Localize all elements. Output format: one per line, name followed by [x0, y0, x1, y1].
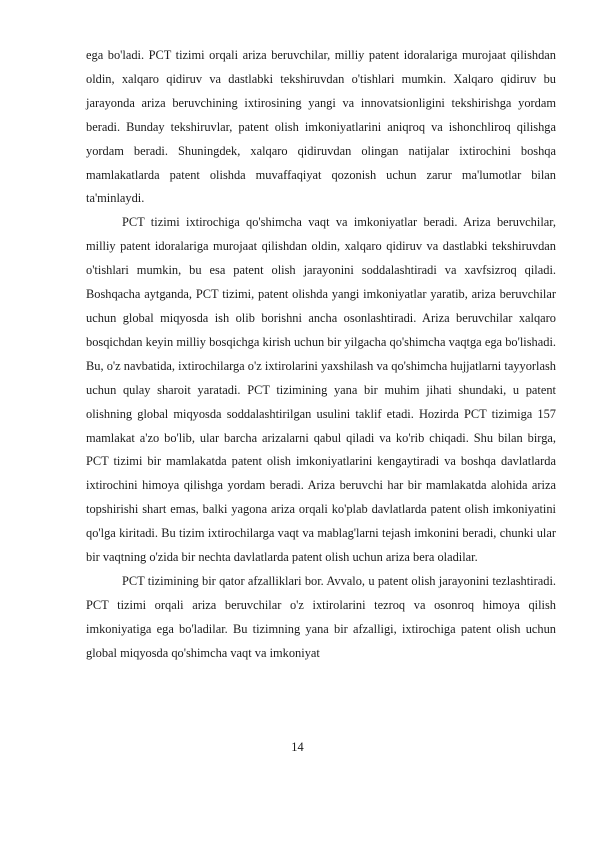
paragraph-pct-benefits: PCT tizimining bir qator afzalliklari bor. Avvalo, u patent olish jarayonini tezlashtiradi. PCT tizimi orqali ariza beruvchilar o'z ixtirolarini tezroq va osonroq himoya qilish imkoniyatiga ega bo'ladilar. Bu tizimning yana bir afzalligi, ixtirochiga patent olish uchun global miqyosda qo'shimcha vaqt va imkoniyat [86, 573, 556, 660]
paragraph-pct-advantages: PCT tizimi ixtirochiga qo'shimcha vaqt va imkoniyatlar beradi. Ariza beruvchilar, milliy patent idoralariga murojaat qilishdan oldin, xalqaro qidiruv va dastlabki tekshiruvdan o'tishlari mumkin, bu esa patent olish jarayonini soddalashtiradi va xavfsizroq qiladi. Boshqacha aytganda, PCT tizimi, patent olishda yangi imkoniyatlar yaratib, ariza beruvchilar uchun global miqyosda ish olib borishni ancha osonlashtiradi. Ariza beruvchilar xalqaro bosqichdan keyin milliy bosqichga kirish uchun bir yilgacha qo'shimcha vaqtga ega bo'lishadi. Bu, o'z navbatida, ixtirochilarga o'z ixtirolarini yaxshilash va qo'shimcha hujjatlarni tayyorlash uchun qulay sharoit yaratadi. PCT tizimining yana bir muhim jihati shundaki, u patent olishning global miqyosda soddalashtirilgan usulini taklif etadi. Hozirda PCT tizimiga 157 mamlakat a'zo bo'lib, ular barcha arizalarni qabul qiladi va ko'rib chiqadi. Shu bilan birga, PCT tizimi bir mamlakatda patent olish imkoniyatlarini kengaytiradi va boshqa davlatlarda ixtirochini himoya qilishga yordam beradi. Ariza beruvchi har bir mamlakatda alohida ariza topshirishi shart emas, balki yagona ariza orqali ko'plab davlatlarda patent olish imkoniyatini qo'lga kiritadi. Bu tizim ixtirochilarga vaqt va mablag'larni tejash imkonini beradi, chunki ular bir vaqtning o'zida bir nechta davlatlarda patent olish uchun ariza bera oladilar. [86, 215, 556, 565]
document-body [86, 44, 556, 666]
page-number: 14 [291, 740, 304, 754]
paragraph-continuation: ega bo'ladi. PCT tizimi orqali ariza beruvchilar, milliy patent idoralariga murojaat qilishdan oldin, xalqaro qidiruv va dastlabki tekshiruvdan o'tishlari mumkin. Xalqaro qidiruv bu jarayonda ariza beruvchining ixtirosining yangi va innovatsionligini tekshirishga yordam beradi. Bunday tekshiruvlar, patent olish imkoniyatlarini aniqroq va ishonchliroq qilishga yordam beradi. Shuningdek, xalqaro qidiruvdan olingan natijalar ixtirochini boshqa mamlakatlarda patent olishda muvaffaqiyat qozonish uchun zarur ma'lumotlar bilan ta'minlaydi. [86, 48, 556, 206]
